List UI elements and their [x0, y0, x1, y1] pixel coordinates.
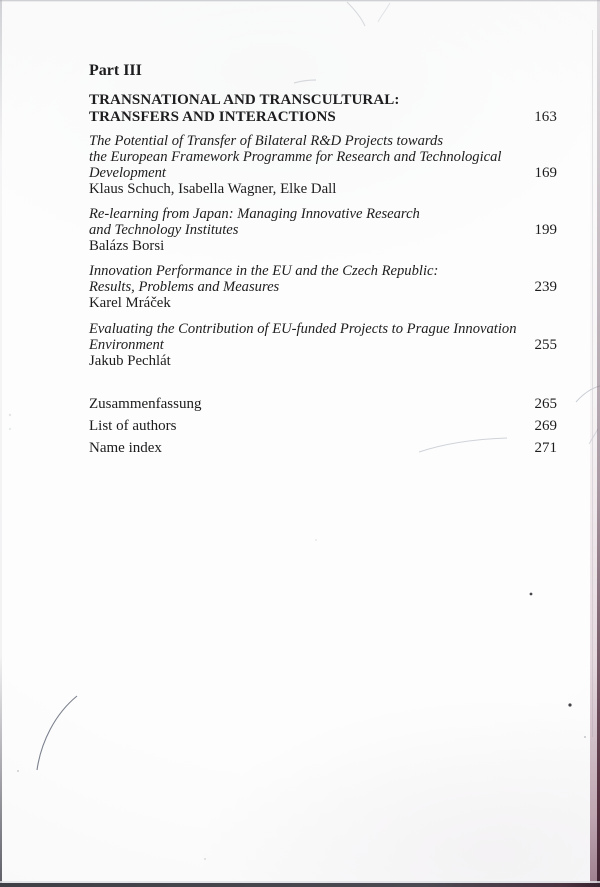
toc-entry	[89, 263, 557, 311]
speck-artifact	[17, 770, 19, 772]
entry-title-line: Re-learning from Japan: Managing Innovative Research	[89, 206, 420, 222]
entry-authors: Balázs Borsi	[89, 238, 165, 254]
entry-title-line: Environment	[89, 337, 164, 353]
page-number: 271	[534, 440, 557, 456]
entry-title-line: Results, Problems and Measures	[89, 279, 280, 295]
back-matter-row	[89, 396, 557, 412]
section-title-line: TRANSNATIONAL AND TRANSCULTURAL:	[89, 92, 400, 108]
entry-title-line: and Technology Institutes	[89, 222, 239, 238]
back-matter-row	[89, 440, 557, 456]
entry-authors: Klaus Schuch, Isabella Wagner, Elke Dall	[89, 181, 337, 197]
back-matter	[89, 396, 557, 456]
page-number: 265	[534, 396, 557, 412]
hairline-artifact	[347, 2, 365, 26]
page-number: 163	[534, 109, 557, 125]
speck-artifact	[584, 736, 586, 738]
entry-title-row	[89, 279, 557, 295]
entry-authors: Karel Mráček	[89, 295, 171, 311]
entry-title-row	[89, 165, 557, 181]
speck-artifact	[568, 703, 571, 706]
speck-artifact	[9, 414, 11, 416]
back-matter-label: List of authors	[89, 418, 177, 434]
hairline-artifact	[378, 3, 390, 22]
section-title-line: TRANSFERS AND INTERACTIONS	[89, 109, 336, 125]
entry-title-line: Innovation Performance in the EU and the Czech Republic:	[89, 263, 439, 279]
scan-edge-left	[0, 0, 2, 887]
speck-artifact	[204, 858, 206, 860]
entry-title-line: The Potential of Transfer of Bilateral R&D Projects towards	[89, 133, 444, 149]
entry-title-line: Evaluating the Contribution of EU-funded Projects to Prague Innovation	[89, 321, 517, 337]
entry-title-row	[89, 222, 557, 238]
toc-entry	[89, 206, 557, 254]
section-title-row	[89, 109, 557, 126]
entry-title-line: the European Framework Programme for Research and Technological	[89, 149, 502, 165]
page-number: 255	[534, 337, 557, 353]
entry-title-row	[89, 337, 557, 353]
toc-entry	[89, 321, 557, 369]
toc-entry	[89, 133, 557, 197]
speck-artifact	[530, 593, 533, 596]
page-number: 239	[534, 279, 557, 295]
scan-edge-bottom	[0, 883, 600, 887]
part-label: Part III	[89, 62, 142, 79]
entry-title-line: Development	[89, 165, 166, 181]
back-matter-row	[89, 418, 557, 434]
hairline-artifact	[37, 696, 77, 770]
back-matter-label: Zusammenfassung	[89, 396, 202, 412]
entry-authors: Jakub Pechlát	[89, 353, 171, 369]
scan-edge-top	[0, 0, 600, 2]
page-number: 269	[534, 418, 557, 434]
section-heading	[89, 92, 557, 126]
speck-artifact	[315, 539, 317, 541]
toc-content	[89, 60, 557, 462]
page-number: 169	[534, 165, 557, 181]
speck-artifact	[9, 428, 11, 430]
page-number: 199	[534, 222, 557, 238]
back-matter-label: Name index	[89, 440, 162, 456]
